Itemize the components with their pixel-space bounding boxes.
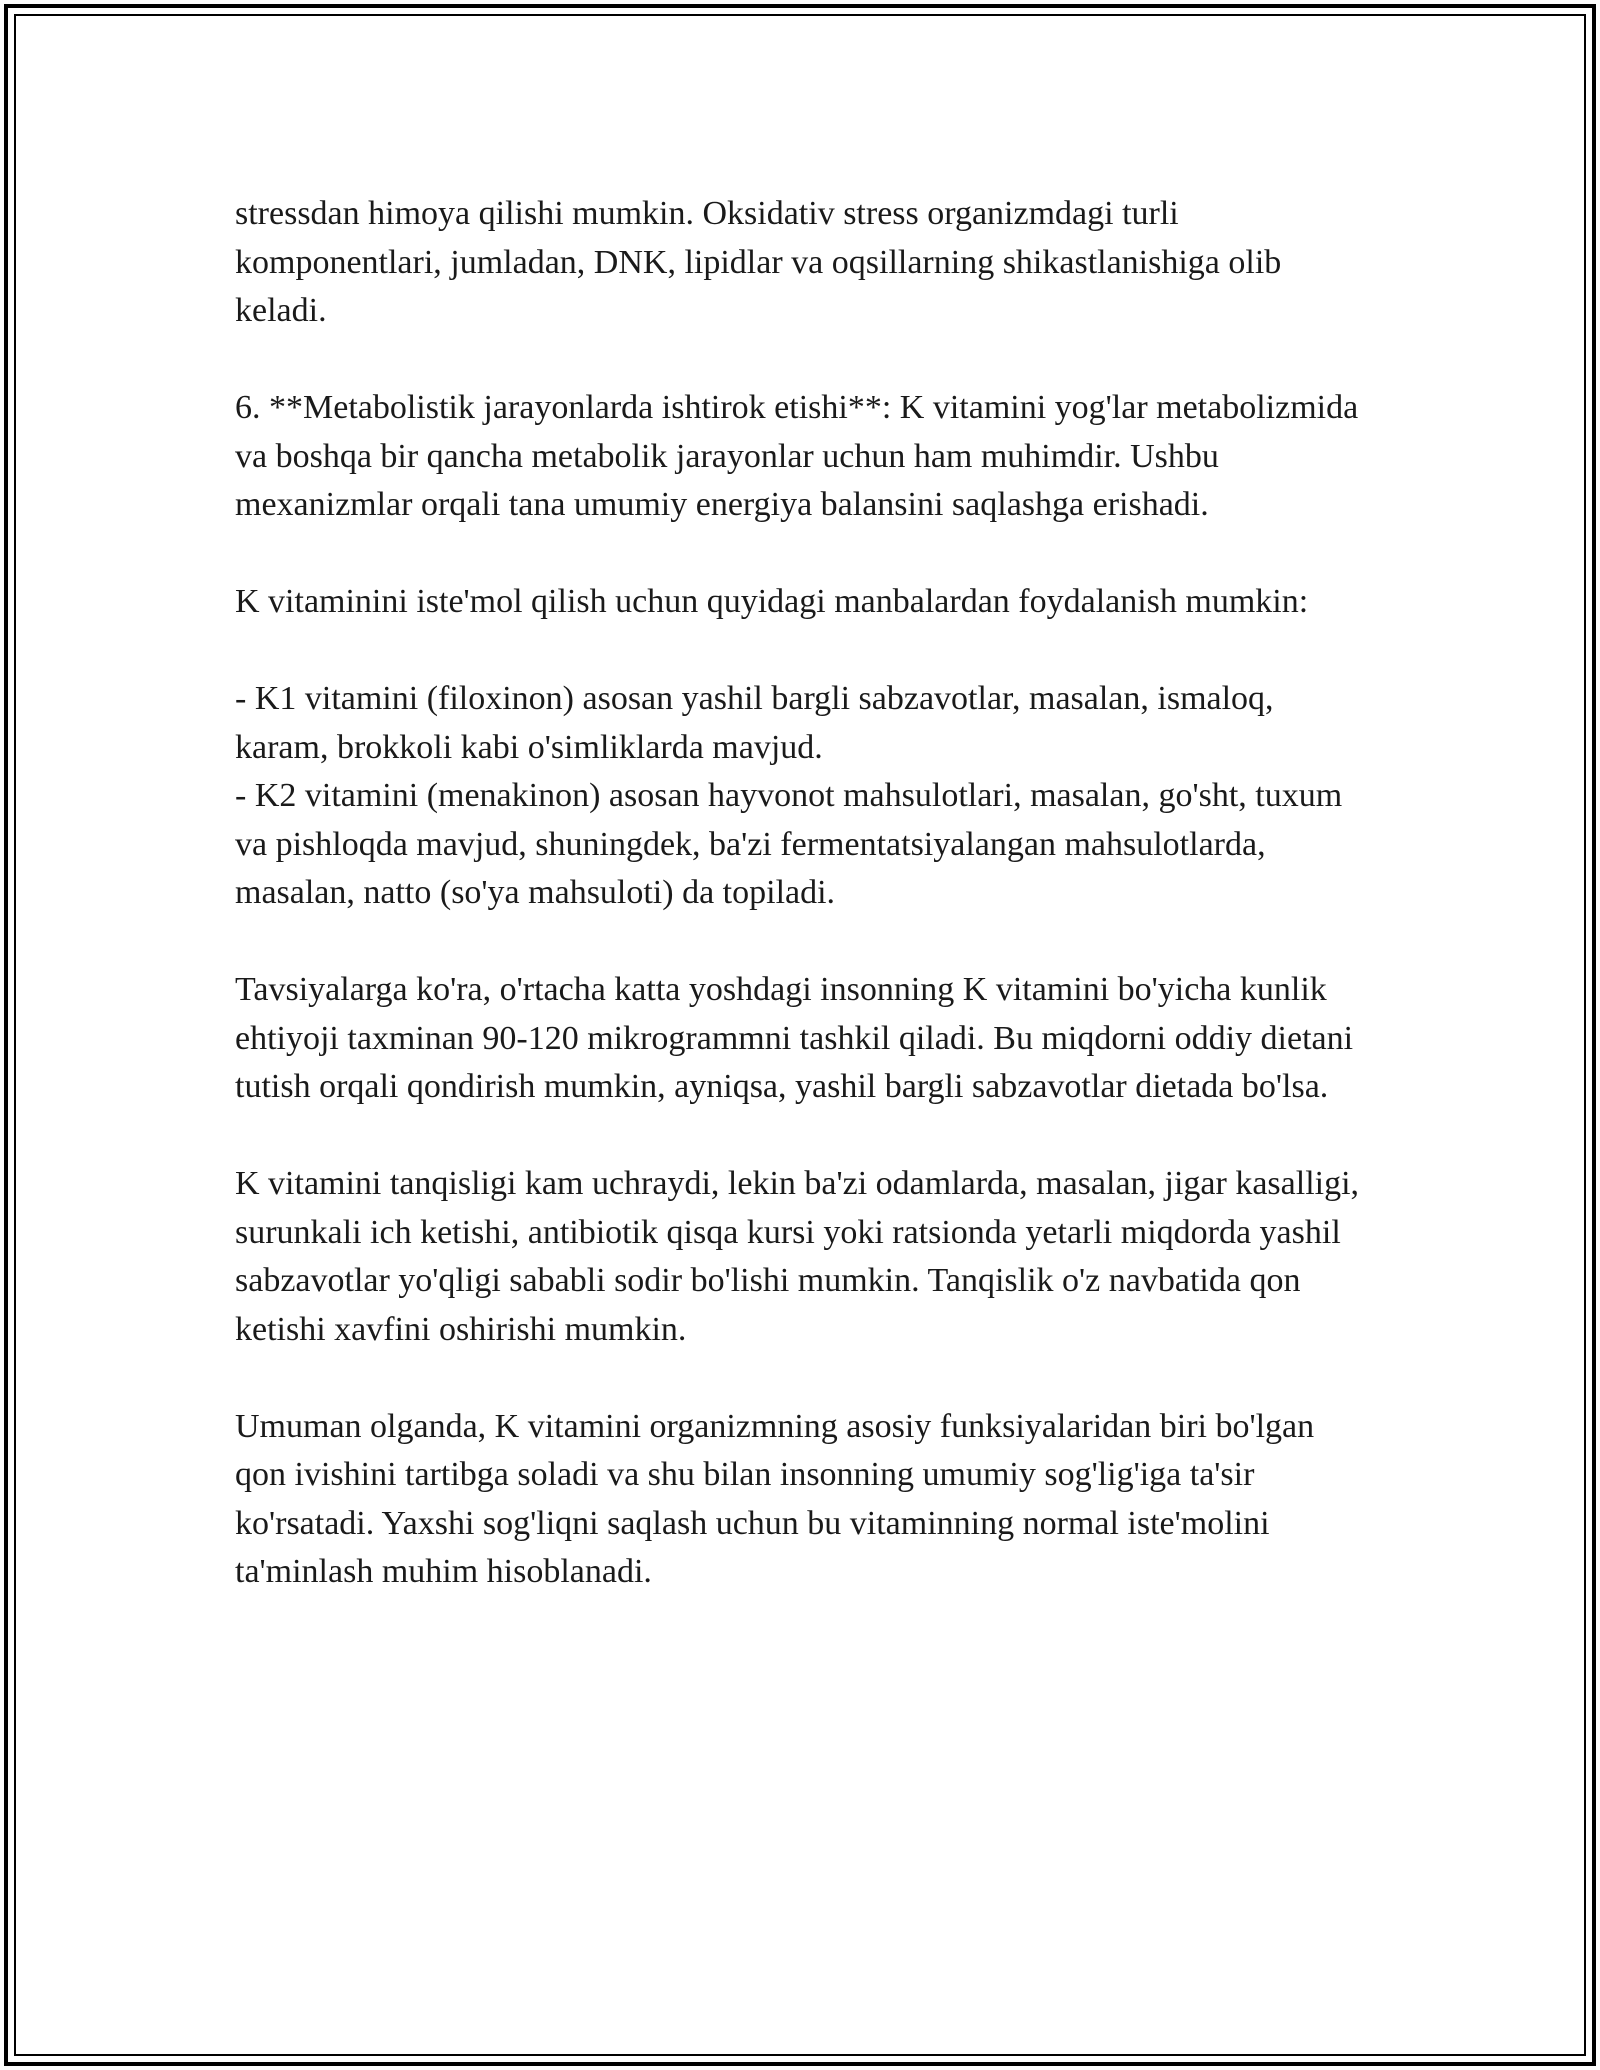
paragraph-daily-requirement: Tavsiyalarga ko'ra, o'rtacha katta yoshdagi insonning K vitamini bo'yicha kunlik ehtiyoji taxminan 90-120 mikrogrammni tashkil qiladi. Bu miqdorni oddiy dietani tutish orqali qondirish mumkin, ayniqsa, yashil bargli sabzavotlar dietada bo'lsa. — [235, 971, 1354, 1105]
sources-list — [235, 675, 1370, 918]
paragraph-conclusion: Umuman olganda, K vitamini organizmning asosiy funksiyalaridan biri bo'lgan qon ivishini tartibga soladi va shu bilan insonning umumiy sog'lig'iga ta'sir ko'rsatadi. Yaxshi sog'liqni saqlash uchun bu vitaminning normal iste'molini ta'minlash muhim hisoblanadi. — [235, 1407, 1315, 1590]
paragraph-sources-intro: K vitaminini iste'mol qilish uchun quyidagi manbalardan foydalanish mumkin: — [235, 583, 1309, 620]
document-body — [235, 190, 1370, 1645]
paragraph-deficiency: K vitamini tanqisligi kam uchraydi, lekin ba'zi odamlarda, masalan, jigar kasalligi, surunkali ich ketishi, antibiotik qisqa kursi yoki ratsionda yetarli miqdorda yashil sabzavotlar yo'qligi sababli sodir bo'lishi mumkin. Tanqislik o'z navbatida qon ketishi xavfini oshirishi mumkin. — [235, 1165, 1360, 1348]
list-item-k1: - K1 vitamini (filoxinon) asosan yashil bargli sabzavotlar, masalan, ismaloq, karam, brokkoli kabi o'simliklarda mavjud. — [235, 680, 1274, 766]
paragraph-metabolic-processes: 6. **Metabolistik jarayonlarda ishtirok etishi**: K vitamini yog'lar metabolizmida va boshqa bir qancha metabolik jarayonlar uchun ham muhimdir. Ushbu mexanizmlar orqali tana umumiy energiya balansini saqlashga erishadi. — [235, 389, 1359, 523]
list-item-k2: - K2 vitamini (menakinon) asosan hayvonot mahsulotlari, masalan, go'sht, tuxum va pishloqda mavjud, shuningdek, ba'zi fermentatsiyalangan mahsulotlarda, masalan, natto (so'ya mahsuloti) da topiladi. — [235, 777, 1343, 911]
paragraph-oxidative-stress: stressdan himoya qilishi mumkin. Oksidativ stress organizmdagi turli komponentlari, jumladan, DNK, lipidlar va oqsillarning shikastlanishiga olib keladi. — [235, 195, 1282, 329]
